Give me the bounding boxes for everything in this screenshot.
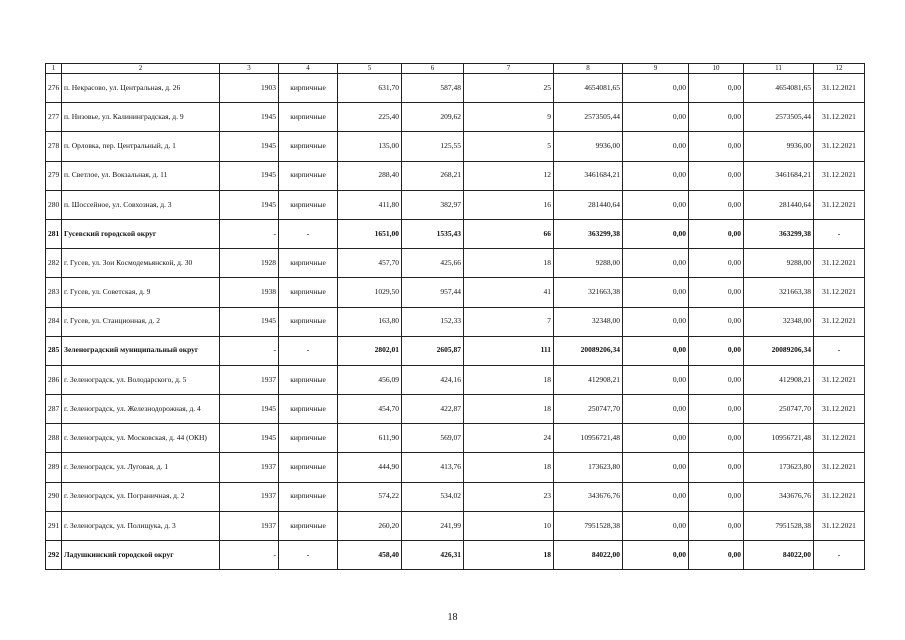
local-funds-cell: 4654081,65 — [744, 74, 814, 103]
table-row — [46, 74, 865, 103]
total-cost-cell: 4654081,65 — [554, 74, 623, 103]
local-funds-cell: 173623,80 — [744, 453, 814, 482]
total-area-cell: 458,40 — [338, 541, 402, 570]
row-number-cell: 290 — [46, 482, 62, 511]
year-built-cell: - — [220, 336, 279, 365]
wall-material-cell: кирпичные — [279, 161, 338, 190]
regional-funds-cell: 0,00 — [689, 161, 744, 190]
federal-funds-cell: 0,00 — [623, 278, 689, 307]
local-funds-cell: 84022,00 — [744, 541, 814, 570]
wall-material-cell: кирпичные — [279, 103, 338, 132]
row-number-cell: 286 — [46, 365, 62, 394]
regional-funds-cell: 0,00 — [689, 190, 744, 219]
year-built-cell: 1903 — [220, 74, 279, 103]
federal-funds-cell: 0,00 — [623, 453, 689, 482]
address-cell: Зеленоградский муниципальный округ — [62, 336, 220, 365]
deadline-date-cell: 31.12.2021 — [814, 278, 865, 307]
living-area-cell: 382,97 — [402, 190, 464, 219]
address-cell: г. Гусев, ул. Советская, д. 9 — [62, 278, 220, 307]
deadline-date-cell: - — [814, 336, 865, 365]
district-total-row — [46, 541, 865, 570]
deadline-date-cell: 31.12.2021 — [814, 482, 865, 511]
page-number: 18 — [447, 612, 458, 623]
local-funds-cell: 363299,38 — [744, 219, 814, 248]
local-funds-cell: 10956721,48 — [744, 424, 814, 453]
year-built-cell: 1945 — [220, 161, 279, 190]
table-row — [46, 161, 865, 190]
residents-count-cell: 10 — [464, 511, 554, 540]
address-cell: Гусевский городской округ — [62, 219, 220, 248]
address-cell: г. Зеленоградск, ул. Луговая, д. 1 — [62, 453, 220, 482]
total-cost-cell: 363299,38 — [554, 219, 623, 248]
residents-count-cell: 23 — [464, 482, 554, 511]
wall-material-cell: кирпичные — [279, 453, 338, 482]
row-number-cell: 279 — [46, 161, 62, 190]
column-number: 4 — [279, 64, 338, 74]
total-area-cell: 135,00 — [338, 132, 402, 161]
district-total-row — [46, 336, 865, 365]
regional-funds-cell: 0,00 — [689, 482, 744, 511]
column-number: 1 — [46, 64, 62, 74]
table-row — [46, 395, 865, 424]
federal-funds-cell: 0,00 — [623, 74, 689, 103]
row-number-cell: 281 — [46, 219, 62, 248]
residents-count-cell: 18 — [464, 395, 554, 424]
total-area-cell: 574,22 — [338, 482, 402, 511]
total-area-cell: 454,70 — [338, 395, 402, 424]
wall-material-cell: - — [279, 219, 338, 248]
wall-material-cell: кирпичные — [279, 482, 338, 511]
row-number-cell: 288 — [46, 424, 62, 453]
address-cell: г. Зеленоградск, ул. Железнодорожная, д. 4 — [62, 395, 220, 424]
total-area-cell: 1651,00 — [338, 219, 402, 248]
row-number-cell: 280 — [46, 190, 62, 219]
housing-table-container — [45, 63, 864, 570]
living-area-cell: 2605,87 — [402, 336, 464, 365]
wall-material-cell: кирпичные — [279, 365, 338, 394]
living-area-cell: 422,87 — [402, 395, 464, 424]
federal-funds-cell: 0,00 — [623, 307, 689, 336]
federal-funds-cell: 0,00 — [623, 424, 689, 453]
table-row — [46, 482, 865, 511]
regional-funds-cell: 0,00 — [689, 395, 744, 424]
year-built-cell: 1945 — [220, 132, 279, 161]
year-built-cell: - — [220, 541, 279, 570]
wall-material-cell: кирпичные — [279, 249, 338, 278]
local-funds-cell: 9936,00 — [744, 132, 814, 161]
regional-funds-cell: 0,00 — [689, 541, 744, 570]
wall-material-cell: кирпичные — [279, 395, 338, 424]
year-built-cell: 1945 — [220, 395, 279, 424]
address-cell: п. Низовье, ул. Калининградская, д. 9 — [62, 103, 220, 132]
federal-funds-cell: 0,00 — [623, 336, 689, 365]
total-cost-cell: 281440,64 — [554, 190, 623, 219]
column-number: 10 — [689, 64, 744, 74]
deadline-date-cell: 31.12.2021 — [814, 395, 865, 424]
address-cell: п. Шоссейное, ул. Совхозная, д. 3 — [62, 190, 220, 219]
total-area-cell: 225,40 — [338, 103, 402, 132]
total-area-cell: 456,09 — [338, 365, 402, 394]
local-funds-cell: 412908,21 — [744, 365, 814, 394]
column-number: 9 — [623, 64, 689, 74]
local-funds-cell: 2573505,44 — [744, 103, 814, 132]
column-number: 5 — [338, 64, 402, 74]
total-area-cell: 457,70 — [338, 249, 402, 278]
residents-count-cell: 9 — [464, 103, 554, 132]
deadline-date-cell: 31.12.2021 — [814, 161, 865, 190]
living-area-cell: 534,02 — [402, 482, 464, 511]
local-funds-cell: 3461684,21 — [744, 161, 814, 190]
column-number: 11 — [744, 64, 814, 74]
housing-table — [45, 63, 865, 570]
table-row — [46, 103, 865, 132]
living-area-cell: 413,76 — [402, 453, 464, 482]
year-built-cell: 1937 — [220, 453, 279, 482]
residents-count-cell: 25 — [464, 74, 554, 103]
federal-funds-cell: 0,00 — [623, 541, 689, 570]
table-row — [46, 278, 865, 307]
residents-count-cell: 24 — [464, 424, 554, 453]
row-number-cell: 283 — [46, 278, 62, 307]
residents-count-cell: 41 — [464, 278, 554, 307]
year-built-cell: 1945 — [220, 424, 279, 453]
regional-funds-cell: 0,00 — [689, 511, 744, 540]
row-number-cell: 287 — [46, 395, 62, 424]
total-area-cell: 444,90 — [338, 453, 402, 482]
district-total-row — [46, 219, 865, 248]
residents-count-cell: 18 — [464, 249, 554, 278]
wall-material-cell: кирпичные — [279, 307, 338, 336]
deadline-date-cell: 31.12.2021 — [814, 424, 865, 453]
local-funds-cell: 20089206,34 — [744, 336, 814, 365]
row-number-cell: 276 — [46, 74, 62, 103]
total-area-cell: 1029,50 — [338, 278, 402, 307]
total-area-cell: 163,80 — [338, 307, 402, 336]
table-row — [46, 249, 865, 278]
table-row — [46, 453, 865, 482]
living-area-cell: 209,62 — [402, 103, 464, 132]
regional-funds-cell: 0,00 — [689, 249, 744, 278]
total-cost-cell: 9288,00 — [554, 249, 623, 278]
local-funds-cell: 343676,76 — [744, 482, 814, 511]
address-cell: п. Некрасово, ул. Центральная, д. 26 — [62, 74, 220, 103]
total-cost-cell: 2573505,44 — [554, 103, 623, 132]
year-built-cell: 1937 — [220, 482, 279, 511]
row-number-cell: 284 — [46, 307, 62, 336]
living-area-cell: 957,44 — [402, 278, 464, 307]
deadline-date-cell: 31.12.2021 — [814, 453, 865, 482]
regional-funds-cell: 0,00 — [689, 278, 744, 307]
federal-funds-cell: 0,00 — [623, 482, 689, 511]
federal-funds-cell: 0,00 — [623, 365, 689, 394]
row-number-cell: 278 — [46, 132, 62, 161]
deadline-date-cell: 31.12.2021 — [814, 132, 865, 161]
living-area-cell: 125,55 — [402, 132, 464, 161]
regional-funds-cell: 0,00 — [689, 336, 744, 365]
residents-count-cell: 111 — [464, 336, 554, 365]
total-area-cell: 260,20 — [338, 511, 402, 540]
wall-material-cell: кирпичные — [279, 424, 338, 453]
year-built-cell: 1945 — [220, 103, 279, 132]
address-cell: г. Зеленоградск, ул. Московская, д. 44 (ОКН) — [62, 424, 220, 453]
column-number: 7 — [464, 64, 554, 74]
regional-funds-cell: 0,00 — [689, 219, 744, 248]
deadline-date-cell: 31.12.2021 — [814, 307, 865, 336]
address-cell: г. Зеленоградск, ул. Пограничная, д. 2 — [62, 482, 220, 511]
table-row — [46, 190, 865, 219]
address-cell: г. Зеленоградск, ул. Володарского, д. 5 — [62, 365, 220, 394]
address-cell: Ладушкинский городской округ — [62, 541, 220, 570]
residents-count-cell: 18 — [464, 541, 554, 570]
local-funds-cell: 32348,00 — [744, 307, 814, 336]
deadline-date-cell: 31.12.2021 — [814, 511, 865, 540]
regional-funds-cell: 0,00 — [689, 103, 744, 132]
column-number-header-row — [46, 64, 865, 74]
living-area-cell: 426,31 — [402, 541, 464, 570]
row-number-cell: 277 — [46, 103, 62, 132]
living-area-cell: 268,21 — [402, 161, 464, 190]
federal-funds-cell: 0,00 — [623, 219, 689, 248]
deadline-date-cell: 31.12.2021 — [814, 249, 865, 278]
table-row — [46, 424, 865, 453]
total-area-cell: 611,90 — [338, 424, 402, 453]
residents-count-cell: 5 — [464, 132, 554, 161]
table-body — [46, 74, 865, 570]
living-area-cell: 569,07 — [402, 424, 464, 453]
federal-funds-cell: 0,00 — [623, 249, 689, 278]
living-area-cell: 424,16 — [402, 365, 464, 394]
federal-funds-cell: 0,00 — [623, 395, 689, 424]
deadline-date-cell: 31.12.2021 — [814, 190, 865, 219]
column-number: 3 — [220, 64, 279, 74]
total-cost-cell: 9936,00 — [554, 132, 623, 161]
total-cost-cell: 84022,00 — [554, 541, 623, 570]
table-row — [46, 511, 865, 540]
wall-material-cell: - — [279, 336, 338, 365]
row-number-cell: 282 — [46, 249, 62, 278]
federal-funds-cell: 0,00 — [623, 132, 689, 161]
total-cost-cell: 10956721,48 — [554, 424, 623, 453]
local-funds-cell: 321663,38 — [744, 278, 814, 307]
local-funds-cell: 281440,64 — [744, 190, 814, 219]
address-cell: п. Орловка, пер. Центральный, д. 1 — [62, 132, 220, 161]
wall-material-cell: кирпичные — [279, 132, 338, 161]
column-number: 6 — [402, 64, 464, 74]
living-area-cell: 241,99 — [402, 511, 464, 540]
residents-count-cell: 66 — [464, 219, 554, 248]
total-area-cell: 631,70 — [338, 74, 402, 103]
year-built-cell: 1945 — [220, 307, 279, 336]
total-cost-cell: 173623,80 — [554, 453, 623, 482]
table-row — [46, 307, 865, 336]
address-cell: г. Зеленоградск, ул. Полищука, д. 3 — [62, 511, 220, 540]
regional-funds-cell: 0,00 — [689, 307, 744, 336]
column-number: 2 — [62, 64, 220, 74]
wall-material-cell: кирпичные — [279, 278, 338, 307]
total-cost-cell: 32348,00 — [554, 307, 623, 336]
total-area-cell: 2802,01 — [338, 336, 402, 365]
regional-funds-cell: 0,00 — [689, 365, 744, 394]
total-cost-cell: 7951528,38 — [554, 511, 623, 540]
regional-funds-cell: 0,00 — [689, 453, 744, 482]
address-cell: г. Гусев, ул. Зои Космодемьянской, д. 30 — [62, 249, 220, 278]
federal-funds-cell: 0,00 — [623, 190, 689, 219]
local-funds-cell: 7951528,38 — [744, 511, 814, 540]
regional-funds-cell: 0,00 — [689, 424, 744, 453]
row-number-cell: 291 — [46, 511, 62, 540]
address-cell: п. Светлое, ул. Вокзальная, д. 11 — [62, 161, 220, 190]
residents-count-cell: 12 — [464, 161, 554, 190]
deadline-date-cell: 31.12.2021 — [814, 365, 865, 394]
total-cost-cell: 20089206,34 — [554, 336, 623, 365]
living-area-cell: 587,48 — [402, 74, 464, 103]
year-built-cell: 1945 — [220, 190, 279, 219]
total-cost-cell: 250747,70 — [554, 395, 623, 424]
deadline-date-cell: 31.12.2021 — [814, 103, 865, 132]
residents-count-cell: 7 — [464, 307, 554, 336]
year-built-cell: 1937 — [220, 511, 279, 540]
wall-material-cell: кирпичные — [279, 74, 338, 103]
regional-funds-cell: 0,00 — [689, 74, 744, 103]
year-built-cell: 1937 — [220, 365, 279, 394]
year-built-cell: 1928 — [220, 249, 279, 278]
deadline-date-cell: - — [814, 541, 865, 570]
row-number-cell: 285 — [46, 336, 62, 365]
row-number-cell: 292 — [46, 541, 62, 570]
wall-material-cell: кирпичные — [279, 190, 338, 219]
total-cost-cell: 343676,76 — [554, 482, 623, 511]
column-number: 12 — [814, 64, 865, 74]
residents-count-cell: 18 — [464, 365, 554, 394]
deadline-date-cell: - — [814, 219, 865, 248]
federal-funds-cell: 0,00 — [623, 511, 689, 540]
year-built-cell: - — [220, 219, 279, 248]
column-number: 8 — [554, 64, 623, 74]
table-row — [46, 132, 865, 161]
total-area-cell: 288,40 — [338, 161, 402, 190]
federal-funds-cell: 0,00 — [623, 103, 689, 132]
residents-count-cell: 16 — [464, 190, 554, 219]
regional-funds-cell: 0,00 — [689, 132, 744, 161]
local-funds-cell: 250747,70 — [744, 395, 814, 424]
wall-material-cell: - — [279, 541, 338, 570]
living-area-cell: 152,33 — [402, 307, 464, 336]
living-area-cell: 425,66 — [402, 249, 464, 278]
address-cell: г. Гусев, ул. Станционная, д. 2 — [62, 307, 220, 336]
local-funds-cell: 9288,00 — [744, 249, 814, 278]
total-cost-cell: 321663,38 — [554, 278, 623, 307]
residents-count-cell: 18 — [464, 453, 554, 482]
federal-funds-cell: 0,00 — [623, 161, 689, 190]
table-row — [46, 365, 865, 394]
total-cost-cell: 3461684,21 — [554, 161, 623, 190]
total-area-cell: 411,80 — [338, 190, 402, 219]
total-cost-cell: 412908,21 — [554, 365, 623, 394]
wall-material-cell: кирпичные — [279, 511, 338, 540]
deadline-date-cell: 31.12.2021 — [814, 74, 865, 103]
living-area-cell: 1535,43 — [402, 219, 464, 248]
row-number-cell: 289 — [46, 453, 62, 482]
year-built-cell: 1938 — [220, 278, 279, 307]
